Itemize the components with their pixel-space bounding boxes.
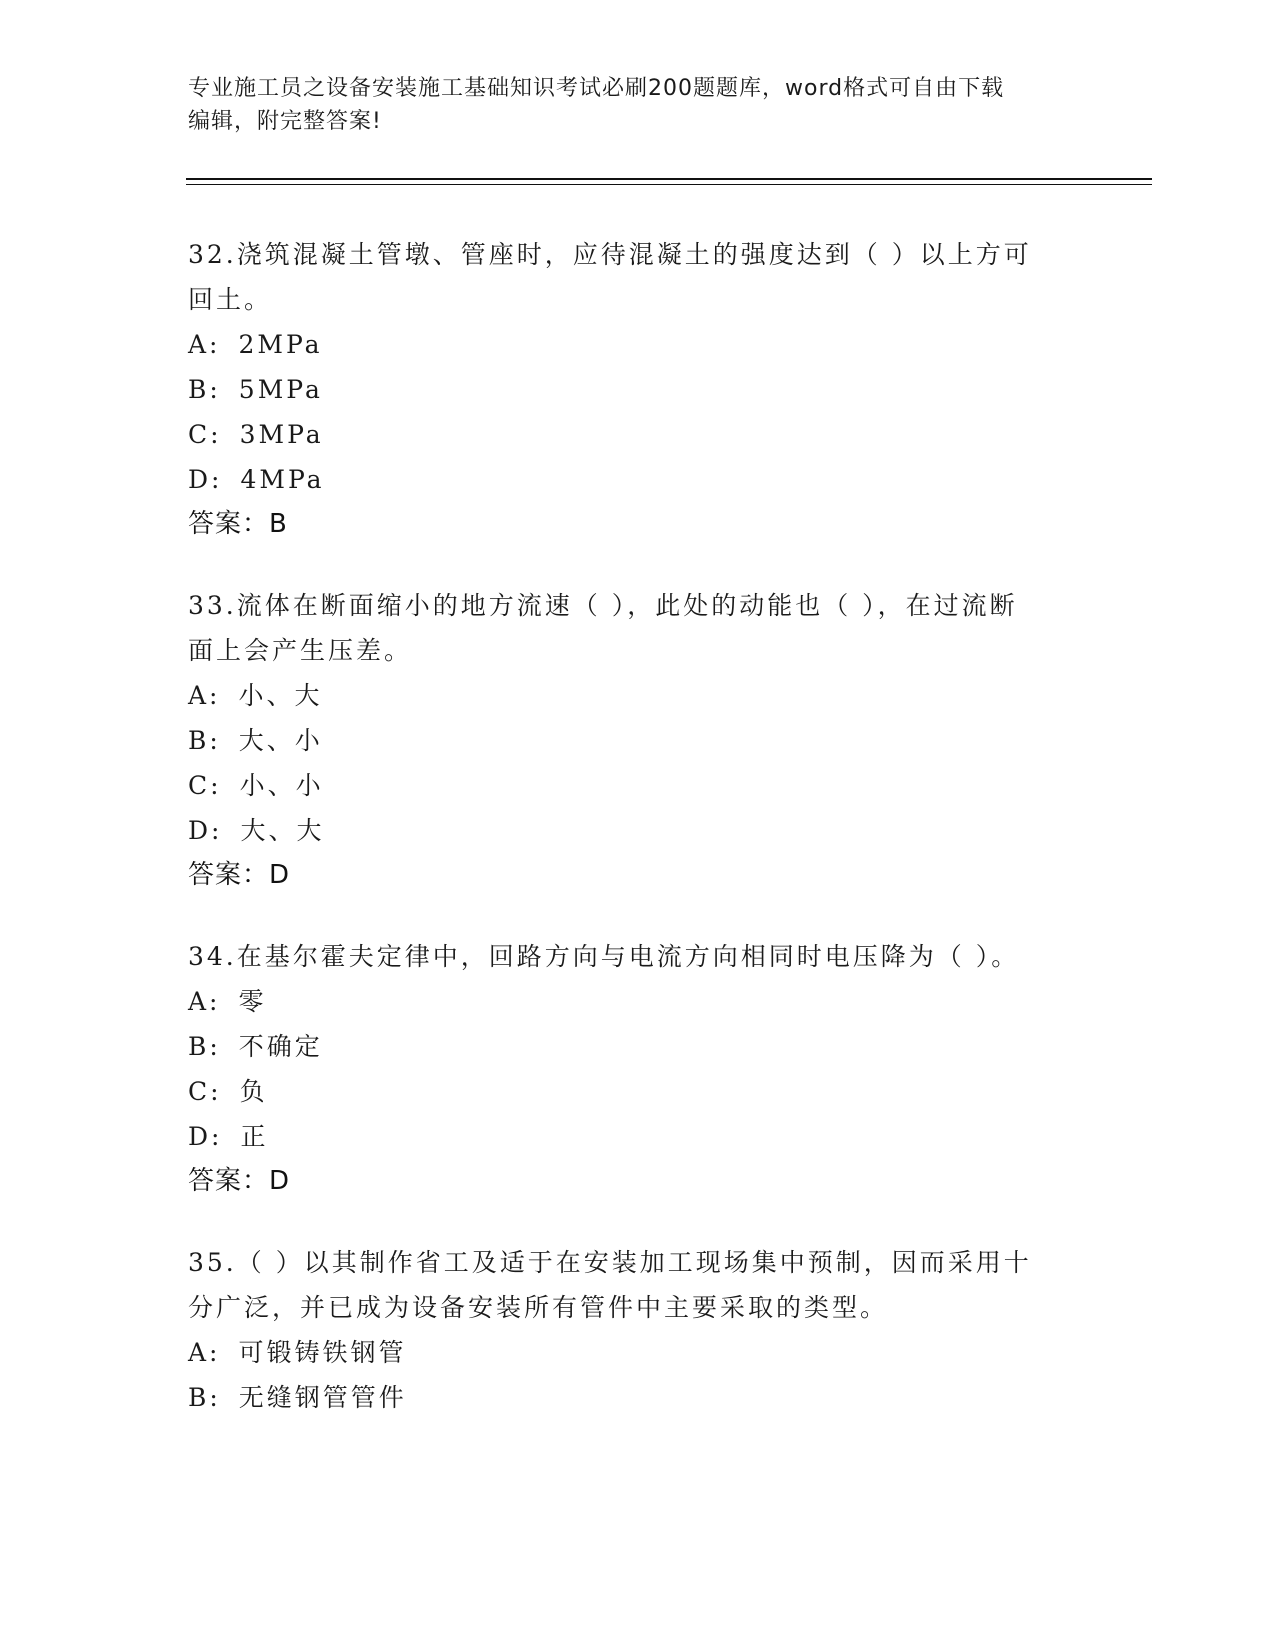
question-text-line1: 32.浇筑混凝土管墩、管座时，应待混凝土的强度达到（ ）以上方可 — [188, 240, 1032, 269]
header-title-line2: 编辑，附完整答案! — [188, 109, 382, 134]
option-a — [188, 1330, 1088, 1375]
option-text: 负 — [239, 1077, 268, 1106]
header-rule-bottom — [186, 184, 1152, 185]
question-list — [188, 232, 1088, 1456]
option-text: 小、大 — [238, 681, 323, 710]
option-text: 正 — [240, 1122, 269, 1151]
answer: 答案：B — [188, 509, 288, 539]
option-text: 不确定 — [238, 1032, 323, 1061]
question-35 — [188, 1240, 1088, 1420]
option-text: 大、小 — [238, 726, 323, 755]
question-text-line1: 34.在基尔霍夫定律中，回路方向与电流方向相同时电压降为（ ）。 — [188, 942, 1020, 971]
option-label: D: — [188, 465, 223, 494]
question-text-line2: 面上会产生压差。 — [188, 636, 413, 665]
question-text-line2: 分广泛，并已成为设备安装所有管件中主要采取的类型。 — [188, 1293, 889, 1322]
option-label: C: — [188, 1077, 222, 1106]
option-text: 4MPa — [240, 465, 325, 494]
option-text: 可锻铸铁钢管 — [238, 1338, 407, 1367]
question-text-line1: 33.流体在断面缩小的地方流速（ ），此处的动能也（ ），在过流断 — [188, 591, 1018, 620]
document-header — [188, 72, 1088, 138]
question-text-line2: 回土。 — [188, 285, 273, 314]
option-label: A: — [188, 987, 221, 1016]
option-text: 2MPa — [238, 330, 323, 359]
option-label: D: — [188, 816, 223, 845]
option-label: B: — [188, 1032, 221, 1061]
question-34 — [188, 934, 1088, 1204]
header-title-line1: 专业施工员之设备安装施工基础知识考试必刷200题题库，word格式可自由下载 — [188, 76, 1005, 101]
option-text: 3MPa — [239, 420, 324, 449]
option-b — [188, 367, 1088, 412]
option-text: 小、小 — [239, 771, 324, 800]
answer: 答案：D — [188, 860, 291, 890]
option-label: C: — [188, 771, 222, 800]
question-33 — [188, 583, 1088, 898]
option-text: 零 — [238, 987, 267, 1016]
option-label: B: — [188, 726, 221, 755]
option-label: B: — [188, 1383, 221, 1412]
option-d — [188, 808, 1088, 853]
option-text: 大、大 — [240, 816, 325, 845]
option-d — [188, 457, 1088, 502]
question-text-line1: 35.（ ）以其制作省工及适于在安装加工现场集中预制，因而采用十 — [188, 1248, 1032, 1277]
option-label: B: — [188, 375, 221, 404]
option-d — [188, 1114, 1088, 1159]
option-b — [188, 1024, 1088, 1069]
option-b — [188, 1375, 1088, 1420]
option-c — [188, 412, 1088, 457]
header-rule-top — [186, 178, 1152, 180]
option-text: 5MPa — [238, 375, 323, 404]
option-a — [188, 979, 1088, 1024]
option-label: A: — [188, 1338, 221, 1367]
option-label: C: — [188, 420, 222, 449]
question-32 — [188, 232, 1088, 547]
option-c — [188, 1069, 1088, 1114]
option-a — [188, 673, 1088, 718]
option-label: D: — [188, 1122, 223, 1151]
option-a — [188, 322, 1088, 367]
option-label: A: — [188, 330, 221, 359]
option-text: 无缝钢管管件 — [238, 1383, 407, 1412]
option-b — [188, 718, 1088, 763]
option-c — [188, 763, 1088, 808]
answer: 答案：D — [188, 1166, 291, 1196]
option-label: A: — [188, 681, 221, 710]
